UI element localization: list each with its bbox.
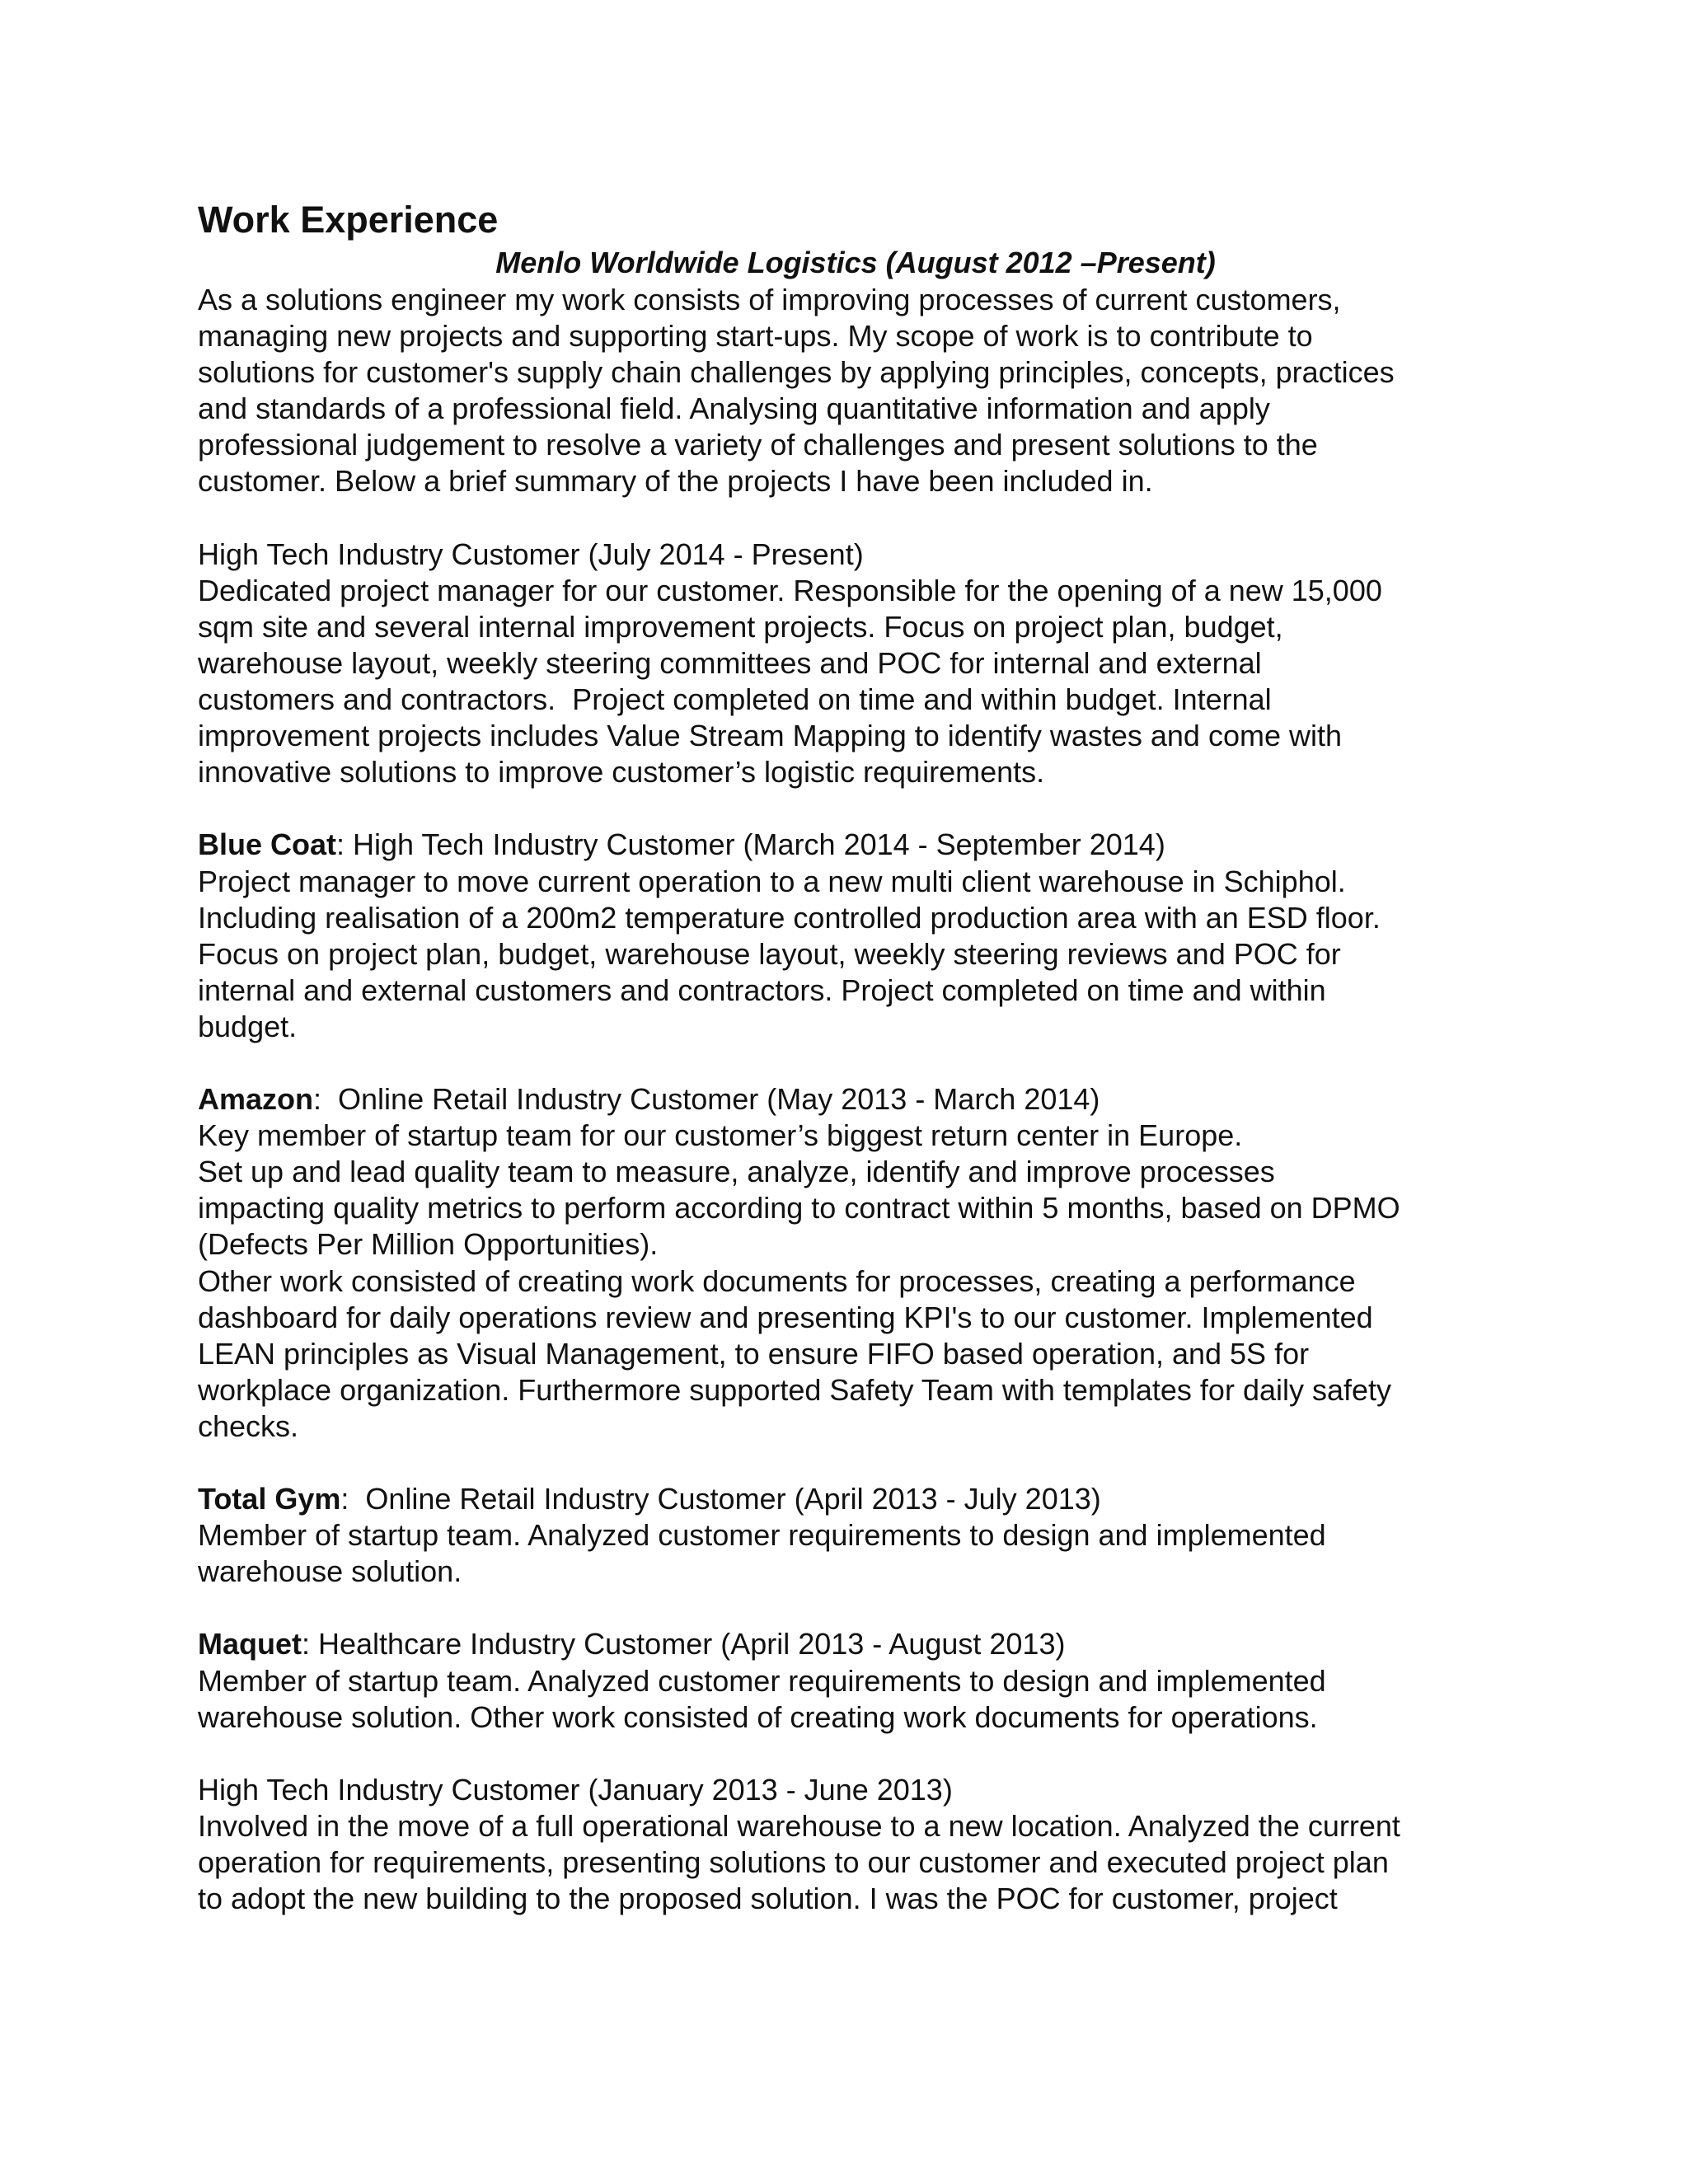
project-title xyxy=(198,827,1484,863)
project-title xyxy=(198,1481,1484,1517)
intro-line: managing new projects and supporting start-ups. My scope of work is to contribute to xyxy=(198,319,1313,354)
project-line: innovative solutions to improve customer’s logistic requirements. xyxy=(198,755,1045,790)
spacer xyxy=(198,1590,1484,1626)
project-entry xyxy=(198,1626,1484,1735)
section-heading: Work Experience xyxy=(198,199,499,241)
project-line: Key member of startup team for our customer’s biggest return center in Europe. xyxy=(198,1118,1243,1153)
intro-line: solutions for customer's supply chain challenges by applying principles, concepts, practices xyxy=(198,355,1395,390)
project-line: Member of startup team. Analyzed customer requirements to design and implemented xyxy=(198,1518,1326,1553)
project-entry xyxy=(198,1772,1484,1917)
project-customer-name: Blue Coat xyxy=(198,827,337,862)
project-line: LEAN principles as Visual Management, to ensure FIFO based operation, and 5S for xyxy=(198,1336,1310,1371)
spacer xyxy=(198,500,1484,537)
project-line: customers and contractors. Project completed on time and within budget. Internal xyxy=(198,682,1272,717)
intro-line: and standards of a professional field. Analysing quantitative information and apply xyxy=(198,391,1270,426)
project-line: sqm site and several internal improvement projects. Focus on project plan, budget, xyxy=(198,609,1283,644)
project-entry xyxy=(198,537,1484,791)
project-title xyxy=(198,1772,1484,1808)
project-customer-name: Total Gym xyxy=(198,1482,341,1516)
project-heading-text: : Online Retail Industry Customer (April 2013 - July 2013) xyxy=(340,1482,1101,1516)
project-heading-text: : Healthcare Industry Customer (April 2013 - August 2013) xyxy=(302,1627,1066,1661)
project-heading-text: : High Tech Industry Customer (March 2014 - September 2014) xyxy=(336,827,1165,862)
project-line: warehouse solution. xyxy=(198,1554,462,1589)
project-line: Dedicated project manager for our customer. Responsible for the opening of a new 15,000 xyxy=(198,573,1382,607)
project-line: Focus on project plan, budget, warehouse layout, weekly steering reviews and POC for xyxy=(198,936,1341,971)
intro-line: customer. Below a brief summary of the projects I have been included in. xyxy=(198,464,1153,499)
spacer xyxy=(198,1736,1484,1772)
company-title: Menlo Worldwide Logistics (August 2012 –Present) xyxy=(495,246,1216,279)
project-line: (Defects Per Million Opportunities). xyxy=(198,1227,659,1262)
project-heading-text: High Tech Industry Customer (July 2014 - Present) xyxy=(198,537,864,571)
project-line: workplace organization. Furthermore supported Safety Team with templates for daily safety xyxy=(198,1372,1392,1407)
spacer xyxy=(198,790,1484,827)
project-line: checks. xyxy=(198,1408,299,1443)
project-line: dashboard for daily operations review and presenting KPI's to our customer. Implemented xyxy=(198,1300,1373,1334)
project-title xyxy=(198,1081,1484,1118)
project-line: budget. xyxy=(198,1009,298,1043)
document-page xyxy=(198,196,1484,1917)
project-line: Including realisation of a 200m2 temperature controlled production area with an ESD floor. xyxy=(198,900,1381,935)
project-line: Other work consisted of creating work documents for processes, creating a performance xyxy=(198,1263,1356,1298)
project-entry xyxy=(198,1481,1484,1590)
project-heading-text: : Online Retail Industry Customer (May 2013 - March 2014) xyxy=(313,1082,1100,1117)
project-line: Member of startup team. Analyzed customer requirements to design and implemented xyxy=(198,1663,1326,1698)
project-customer-name: Maquet xyxy=(198,1627,302,1661)
project-line: impacting quality metrics to perform according to contract within 5 months, based on DPMO xyxy=(198,1191,1400,1226)
project-entry xyxy=(198,827,1484,1045)
intro-line: As a solutions engineer my work consists of improving processes of current customers, xyxy=(198,283,1341,316)
project-heading-text: High Tech Industry Customer (January 2013 - June 2013) xyxy=(198,1772,953,1807)
project-line: warehouse solution. Other work consisted of creating work documents for operations. xyxy=(198,1699,1318,1734)
project-line: Involved in the move of a full operational warehouse to a new location. Analyzed the current xyxy=(198,1808,1400,1843)
spacer xyxy=(198,1445,1484,1481)
project-line: operation for requirements, presenting solutions to our customer and executed project plan xyxy=(198,1845,1389,1880)
intro-paragraph xyxy=(198,282,1484,500)
project-title xyxy=(198,1626,1484,1662)
project-line: internal and external customers and contractors. Project completed on time and within xyxy=(198,972,1326,1007)
intro-line: professional judgement to resolve a variety of challenges and present solutions to the xyxy=(198,428,1318,462)
project-line: Project manager to move current operation to a new multi client warehouse in Schiphol. xyxy=(198,864,1346,898)
project-line: to adopt the new building to the proposed solution. I was the POC for customer, project xyxy=(198,1882,1338,1916)
project-customer-name: Amazon xyxy=(198,1082,314,1117)
project-title xyxy=(198,537,1484,573)
project-line: Set up and lead quality team to measure, analyze, identify and improve processes xyxy=(198,1155,1275,1189)
spacer xyxy=(198,1045,1484,1081)
project-line: improvement projects includes Value Stream Mapping to identify wastes and come with xyxy=(198,719,1343,753)
project-line: warehouse layout, weekly steering committees and POC for internal and external xyxy=(198,645,1262,680)
project-entry xyxy=(198,1081,1484,1445)
